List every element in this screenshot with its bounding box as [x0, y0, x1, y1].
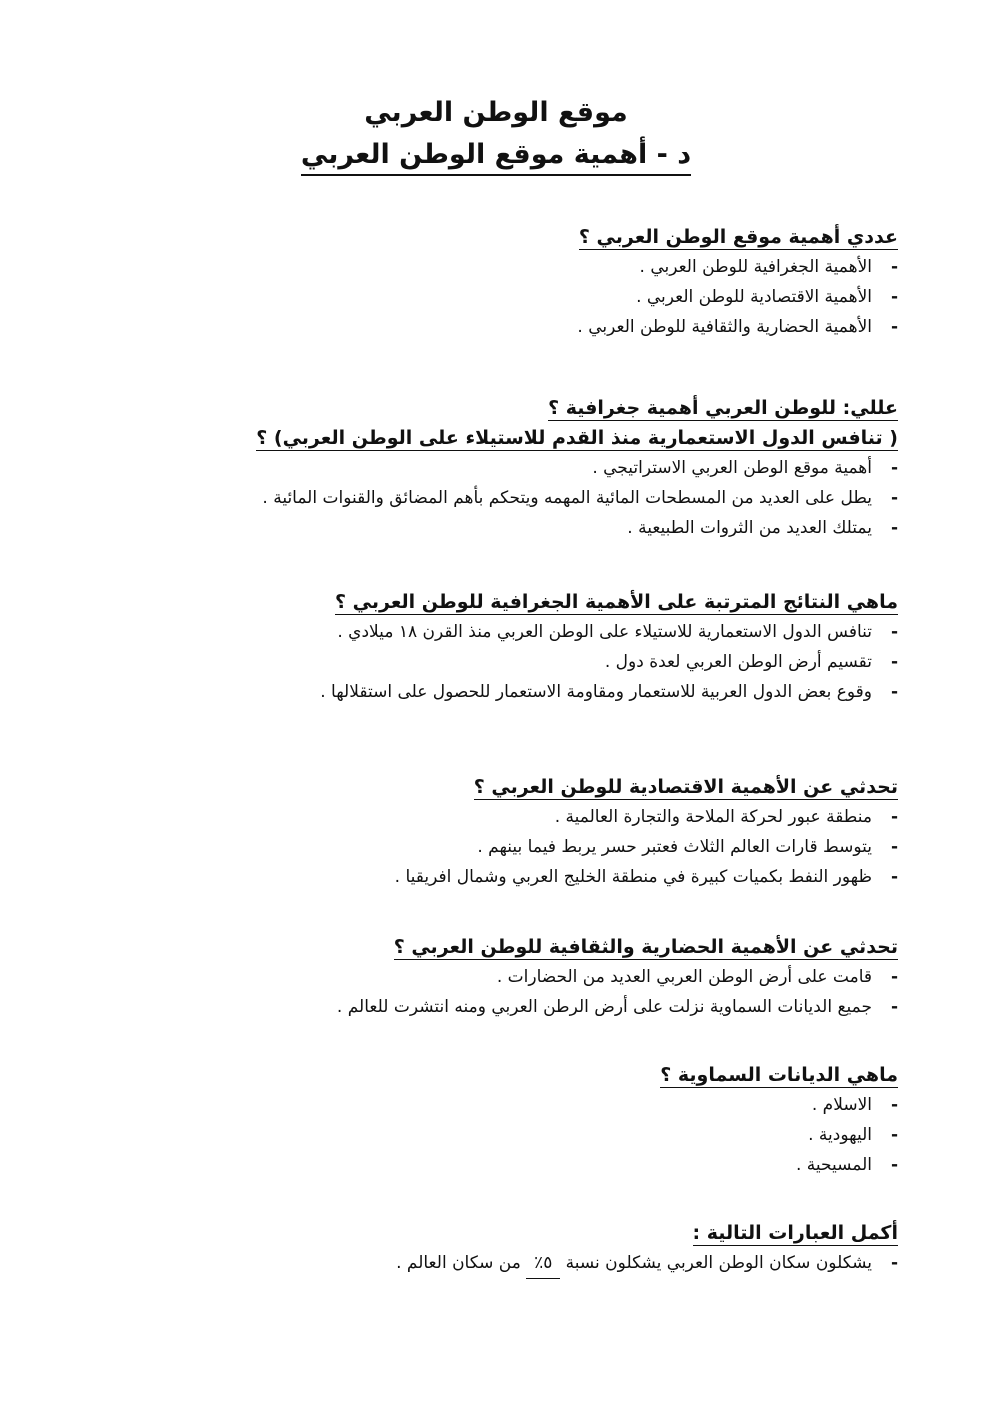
list-item: - يتوسط قارات العالم الثلاث فعتبر حسر يربط فيما بينهم .: [78, 832, 898, 862]
list-item: - تنافس الدول الاستعمارية للاستيلاء على الوطن العربي منذ القرن ١٨ ميلادي .: [78, 617, 898, 647]
fill-blank-item: [78, 1248, 898, 1279]
fill-blank-answer: ٥٪: [526, 1248, 560, 1279]
section-importance-list: [78, 222, 898, 342]
answer-list: [78, 1248, 898, 1279]
list-item: - منطقة عبور لحركة الملاحة والتجارة العالمية .: [78, 802, 898, 832]
section-question-detail: ( تنافس الدول الاستعمارية منذ القدم للاستيلاء على الوطن العربي) ؟: [256, 427, 898, 449]
list-item: - الأهمية الجغرافية للوطن العربي .: [78, 252, 898, 282]
list-item: - يمتلك العديد من الثروات الطبيعية .: [78, 513, 898, 543]
page-subtitle: [0, 138, 992, 172]
answer-list: [78, 802, 898, 892]
list-item: - الاسلام .: [78, 1090, 898, 1120]
section-cultural-importance: [78, 932, 898, 1022]
subtitle-text: د - أهمية موقع الوطن العربي: [301, 139, 691, 176]
list-item: - جميع الديانات السماوية نزلت على أرض الرطن العربي ومنه انتشرت للعالم .: [78, 992, 898, 1022]
section-economic-importance: [78, 772, 898, 892]
list-item: - الأهمية الاقتصادية للوطن العربي .: [78, 282, 898, 312]
section-religions: [78, 1060, 898, 1180]
list-item: - ظهور النفط بكميات كبيرة في منطقة الخليج العربي وشمال افريقيا .: [78, 862, 898, 892]
list-item: - الأهمية الحضارية والثقافية للوطن العربي .: [78, 312, 898, 342]
section-question: تحدثي عن الأهمية الاقتصادية للوطن العربي ؟: [473, 776, 898, 798]
section-question: ماهي الديانات السماوية ؟: [660, 1064, 898, 1086]
section-complete-sentences: [78, 1218, 898, 1279]
fill-after: من سكان العالم .: [396, 1253, 521, 1273]
section-question: أكمل العبارات التالية :: [692, 1222, 898, 1244]
section-geographic-reason: [78, 393, 898, 543]
list-item: - المسيحية .: [78, 1150, 898, 1180]
answer-list: [78, 617, 898, 707]
list-item: - أهمية موقع الوطن العربي الاستراتيجي .: [78, 453, 898, 483]
fill-before: يشكلون سكان الوطن العربي يشكلون نسبة: [565, 1253, 872, 1273]
list-item: - قامت على أرض الوطن العربي العديد من الحضارات .: [78, 962, 898, 992]
section-question: تحدثي عن الأهمية الحضارية والثقافية للوطن العربي ؟: [393, 936, 898, 958]
list-item: - يطل على العديد من المسطحات المائية المهمه ويتحكم بأهم المضائق والقنوات المائية .: [78, 483, 898, 513]
list-item: - وقوع بعض الدول العربية للاستعمار ومقاومة الاستعمار للحصول على استقلالها .: [78, 677, 898, 707]
answer-list: [78, 252, 898, 342]
list-item: - تقسيم أرض الوطن العربي لعدة دول .: [78, 647, 898, 677]
answer-list: [78, 453, 898, 543]
answer-list: [78, 962, 898, 1022]
section-geographic-results: [78, 587, 898, 707]
answer-list: [78, 1090, 898, 1180]
section-question: عددي أهمية موقع الوطن العربي ؟: [578, 226, 898, 248]
section-question: عللي: للوطن العربي أهمية جغرافية ؟: [548, 397, 898, 419]
page-title: موقع الوطن العربي: [364, 97, 628, 128]
section-question: ماهي النتائج المترتبة على الأهمية الجغرافية للوطن العربي ؟: [335, 591, 898, 613]
list-item: - اليهودية .: [78, 1120, 898, 1150]
